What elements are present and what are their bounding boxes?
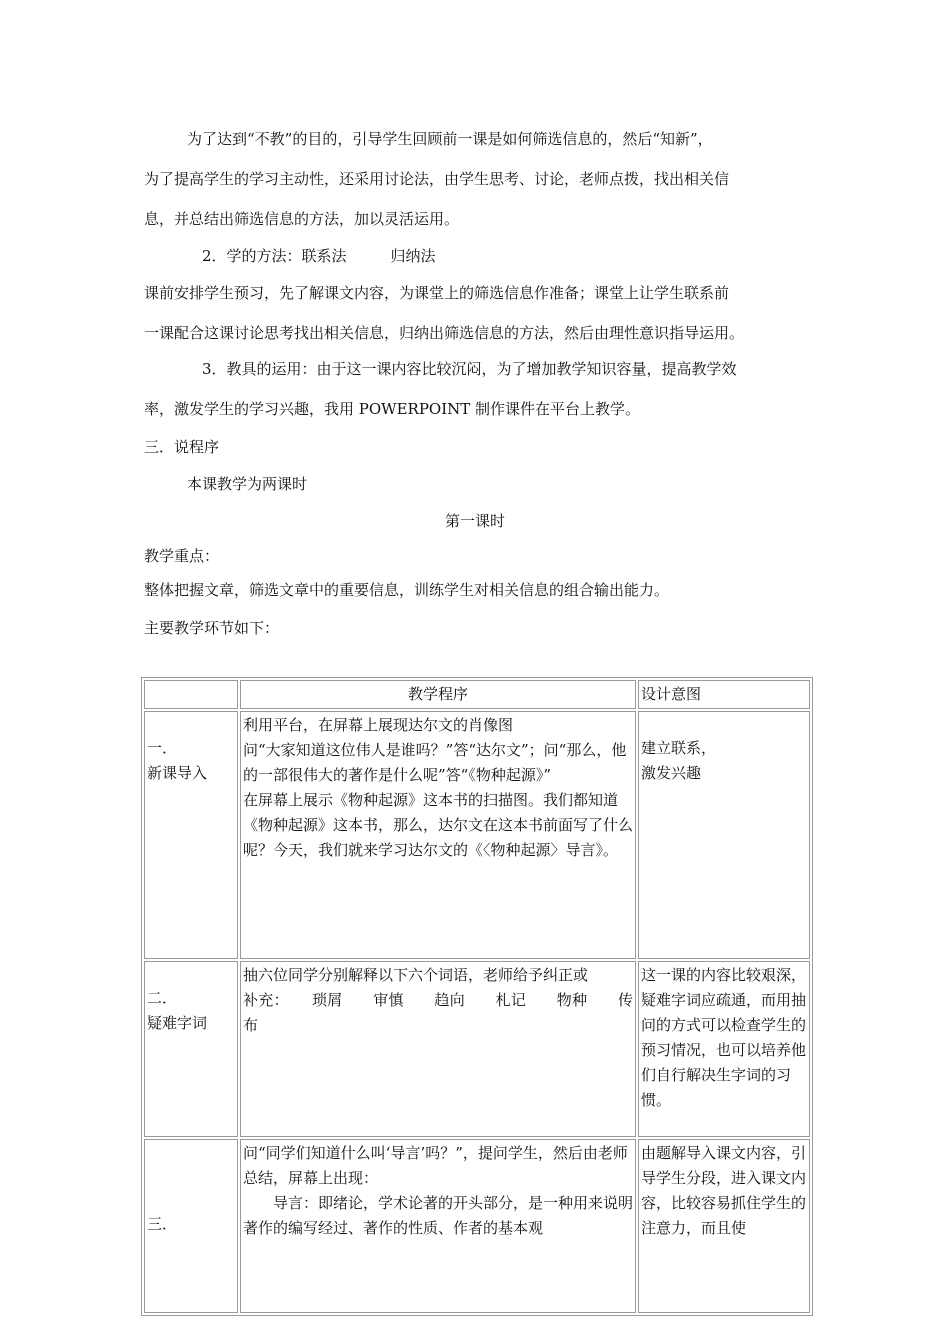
step-number: 三． [147, 1215, 178, 1233]
study-method-b: 归纳法 [390, 247, 436, 265]
intent-text: 激发兴趣 [641, 764, 702, 782]
step-label-cell [144, 711, 238, 959]
paragraph-line: 为了提高学生的学习主动性，还采用讨论法，由学生思考、讨论，老师点拨，找出相关信 [144, 170, 730, 188]
procedure-text: 问“同学们知道什么叫‘导言’吗？”，提问学生，然后由老师总结，屏幕上出现： [243, 1144, 628, 1187]
period-title: 第一课时 [444, 512, 505, 530]
intent-cell [638, 711, 810, 959]
procedure-text: 问“大家知道这位伟人是谁吗？”答“达尔文”；问“那么，他的一部很伟大的著作是什么呢”答“《物种起源》” [243, 741, 627, 784]
table-header-cell [144, 680, 238, 709]
intent-text: 由题解导入课文内容，引导学生分段，进入课文内容，比较容易抓住学生的注意力，而且使 [641, 1144, 807, 1237]
procedure-cell [240, 961, 636, 1137]
section-heading: 三．说程序 [144, 438, 220, 456]
intent-text: 建立联系， [641, 739, 717, 757]
intent-cell [638, 961, 810, 1137]
paragraph-line: 一课配合这课讨论思考找出相关信息，归纳出筛选信息的方法，然后由理性意识指导运用。 [144, 324, 745, 342]
table-header-cell: 设计意图 [638, 680, 810, 709]
step-label-cell [144, 961, 238, 1137]
paragraph-line: 率，激发学生的学习兴趣，我用 POWERPOINT 制作课件在平台上教学。 [144, 400, 641, 418]
step-name: 新课导入 [147, 764, 208, 782]
intent-cell [638, 1139, 810, 1313]
procedure-cell [240, 1139, 636, 1313]
paragraph-line: 为了达到“不教”的目的，引导学生回顾前一课是如何筛选信息的，然后“知新”， [187, 130, 713, 148]
table-header-cell: 教学程序 [240, 680, 636, 709]
paragraph-line: 课前安排学生预习，先了解课文内容，为课堂上的筛选信息作准备；课堂上让学生联系前 [144, 284, 730, 302]
procedure-text: 在屏幕上展示《物种起源》这本书的扫描图。我们都知道《物种起源》这本书，那么，达尔文在这本书前面写了什么呢？今天，我们就来学习达尔文的《〈物种起源〉导言》。 [243, 791, 634, 859]
focus-text: 整体把握文章，筛选文章中的重要信息，训练学生对相关信息的组合输出能力。 [144, 581, 670, 599]
step-name: 疑难字词 [147, 1014, 208, 1032]
procedure-text: 利用平台，在屏幕上展现达尔文的肖像图 [243, 716, 514, 734]
focus-label: 教学重点： [144, 547, 220, 565]
step-label-cell [144, 1139, 238, 1313]
study-method-a: 2．学的方法：联系法 [202, 247, 347, 265]
paragraph-line: 息，并总结出筛选信息的方法，加以灵活运用。 [144, 210, 460, 228]
step-number: 二． [147, 989, 178, 1007]
procedure-text: 补充： 琐屑 审慎 趋向 札记 物种 传 [243, 991, 633, 1009]
procedure-cell [240, 711, 636, 959]
paragraph-line: 本课教学为两课时 [187, 475, 308, 493]
step-number: 一． [147, 739, 178, 757]
table-row [144, 711, 810, 959]
subheading-study-method [202, 246, 436, 266]
lesson-table [141, 677, 813, 1316]
procedure-text: 导言：即绪论，学术论著的开头部分，是一种用来说明著作的编写经过、著作的性质、作者的基本观 [243, 1194, 634, 1237]
steps-intro: 主要教学环节如下： [144, 619, 280, 637]
procedure-text: 布 [243, 1016, 259, 1034]
procedure-text: 抽六位同学分别解释以下六个词语，老师给予纠正或 [243, 966, 589, 984]
table-row [144, 1139, 810, 1313]
table-header-row [144, 680, 810, 709]
table-row [144, 961, 810, 1137]
intent-text: 这一课的内容比较艰深，疑难字词应疏通，而用抽问的方式可以检查学生的预习情况，也可以培养他们自行解决生字词的习惯。 [641, 966, 807, 1109]
paragraph-line: 3．教具的运用：由于这一课内容比较沉闷，为了增加教学知识容量，提高教学效 [202, 360, 737, 378]
